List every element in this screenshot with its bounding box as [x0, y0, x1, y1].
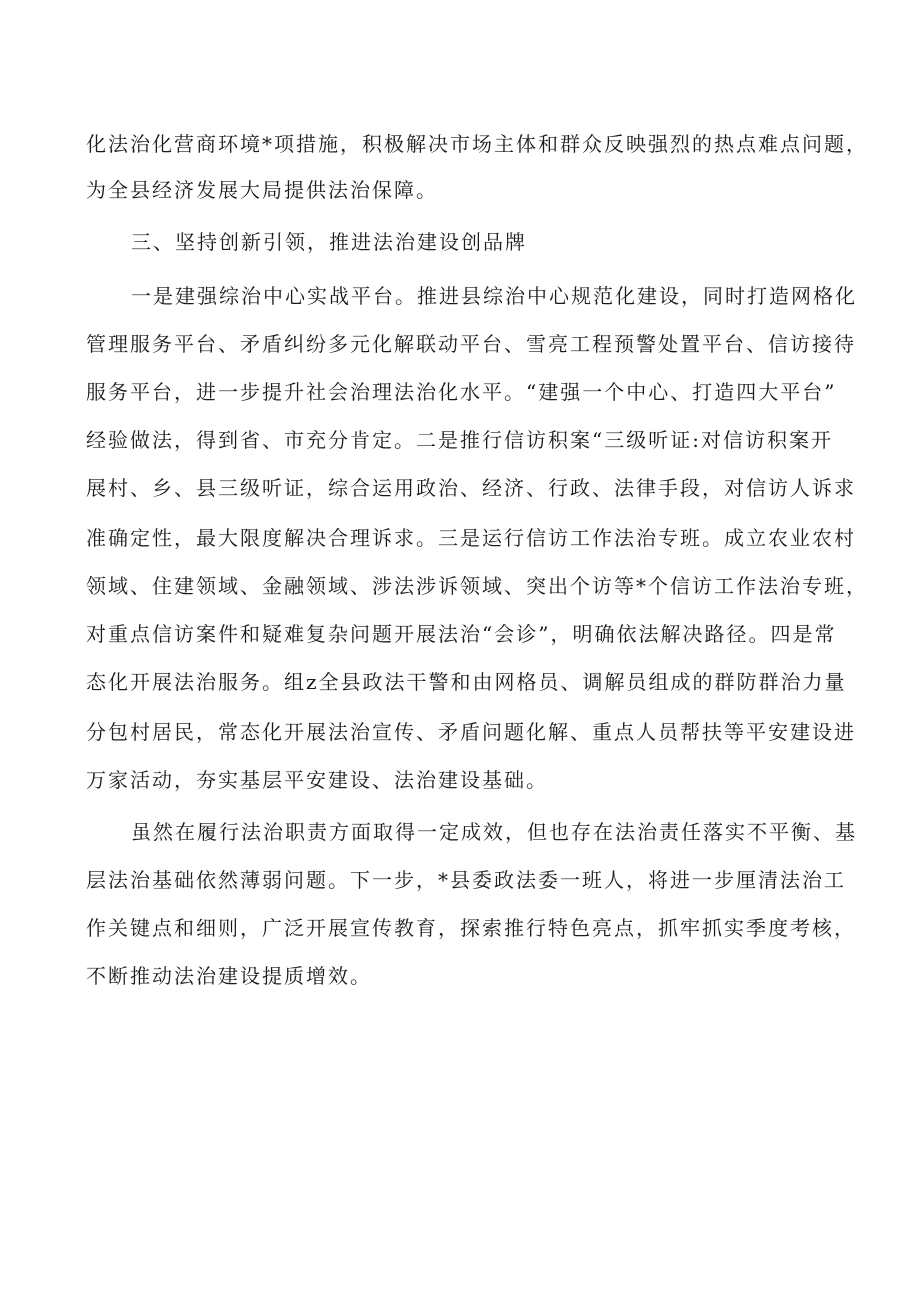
text-line: 展村、乡、县三级听证，综合运用政治、经济、行政、法律手段，对信访人诉求: [86, 476, 856, 500]
text-line: 为全县经济发展大局提供法治保障。: [86, 178, 438, 202]
text-line: 准确定性，最大限度解决合理诉求。三是运行信访工作法治专班。成立农业农村: [86, 526, 856, 550]
text-line: 管理服务平台、矛盾纠纷多元化解联动平台、雪亮工程预警处置平台、信访接待: [86, 332, 856, 356]
section-heading: 三、坚持创新引领，推进法治建设创品牌: [131, 230, 527, 254]
text-line: 作关键点和细则，广泛开展宣传教育，探索推行特色亮点，抓牢抓实季度考核，: [86, 916, 856, 940]
text-line: 虽然在履行法治职责方面取得一定成效，但也存在法治责任落实不平衡、基: [131, 820, 857, 844]
text-line: 领域、住建领域、金融领域、涉法涉诉领域、突出个访等*个信访工作法治专班，: [86, 574, 868, 598]
text-line: 万家活动，夯实基层平安建设、法治建设基础。: [86, 768, 548, 792]
text-line: 经验做法，得到省、市充分肯定。二是推行信访积案“三级听证:对信访积案开: [86, 428, 833, 452]
text-line: 不断推动法治建设提质增效。: [86, 964, 372, 988]
text-line: 化法治化营商环境*项措施，积极解决市场主体和群众反映强烈的热点难点问题，: [86, 132, 868, 156]
text-line: 分包村居民，常态化开展法治宣传、矛盾问题化解、重点人员帮扶等平安建设进: [86, 720, 856, 744]
text-line: 一是建强综治中心实战平台。推进县综治中心规范化建设，同时打造网格化: [131, 284, 857, 308]
text-line: 层法治基础依然薄弱问题。下一步，*县委政法委一班人，将进一步厘清法治工: [86, 868, 846, 892]
text-line: 服务平台，进一步提升社会治理法治化水平。“建强一个中心、打造四大平台”: [86, 380, 837, 404]
text-line: 态化开展法治服务。组z全县政法干警和由网格员、调解员组成的群防群治力量: [86, 670, 847, 694]
text-line: 对重点信访案件和疑难复杂问题开展法治“会诊”，明确依法解决路径。四是常: [86, 622, 837, 646]
